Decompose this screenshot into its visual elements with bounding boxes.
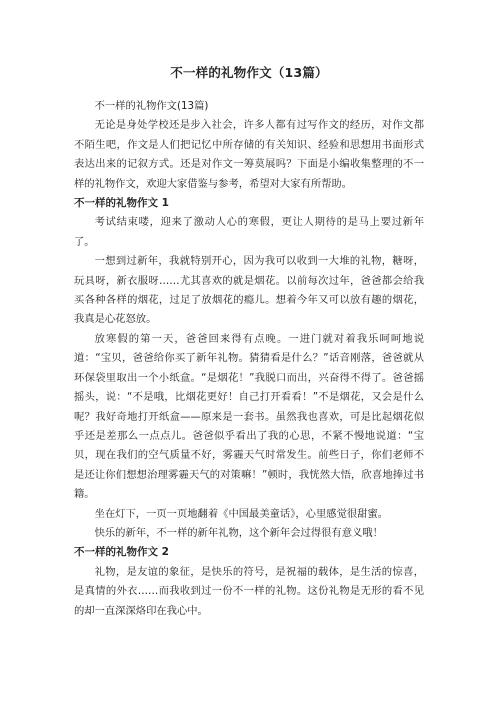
section-1-paragraph-1: 考试结束喽，迎来了激动人心的寒假，更让人期待的是马上要过新年了。 (74, 216, 424, 248)
document-title: 不一样的礼物作文（13篇） (170, 65, 328, 80)
section-1-paragraph-5: 快乐的新年，不一样的新年礼物，这个新年会过得很有意义哦！ (94, 526, 383, 539)
section-heading-2: 不一样的礼物作文 2 (74, 546, 169, 559)
section-1-paragraph-4: 坐在灯下，一页一页地翻着《中国最美童话》，心里感觉很甜蜜。 (94, 507, 389, 520)
section-1-paragraph-2: 一想到过新年，我就特别开心，因为我可以收到一大堆的礼物，糖呀，玩具呀，新衣服呀……尤其喜欢的就是烟花。以前每次过年，爸爸都会给我买各种各样的烟花，过足了放烟花的瘾儿。想着今年又可以放有趣的烟花，我真是心花怒放。 (74, 255, 424, 326)
section-2-paragraph-1: 礼物，是友谊的象征，是快乐的符号，是祝福的载体，是生活的惊喜，是真情的外衣……而我收到过一份不一样的礼物。这份礼物是无形的看不见的却一直深深烙印在我心中。 (74, 565, 424, 617)
subtitle-paragraph: 不一样的礼物作文(13篇) (94, 100, 209, 112)
section-heading-1: 不一样的礼物作文 1 (74, 197, 169, 210)
intro-paragraph: 无论是身处学校还是步入社会，许多人都有过写作文的经历，对作文都不陌生吧，作文是人们把记忆中所存储的有关知识、经验和思想用书面形式表达出来的记叙方式。还是对作文一筹莫展吗？下面是小编收集整理的不一样的礼物作文，欢迎大家借鉴与参考，希望对大家有所帮助。 (74, 119, 424, 190)
section-1-paragraph-3: 放寒假的第一天，爸爸回来得有点晚。一进门就对着我乐呵呵地说道：“宝贝，爸爸给你买了新年礼物。猜猜看是什么？”话音刚落，爸爸就从环保袋里取出一个小纸盒。“是烟花！”我脱口而出，兴奋得不得了。爸爸摇摇头，说：“不是哦，比烟花更好！自己打开看看！”不是烟花，又会是什么呢？我好奇地打开纸盒——原来是一套书。虽然我也喜欢，可是比起烟花似乎还是差那么一点点儿。爸爸似乎看出了我的心思，不紧不慢地说道：“宝贝，现在我们的空气质量不好，雾霾天气时常发生。前些日子，你们老师不是还让你们想想治理雾霾天气的对策嘛！”顿时，我恍然大悟，欣喜地捧过书籍。 (74, 332, 424, 501)
